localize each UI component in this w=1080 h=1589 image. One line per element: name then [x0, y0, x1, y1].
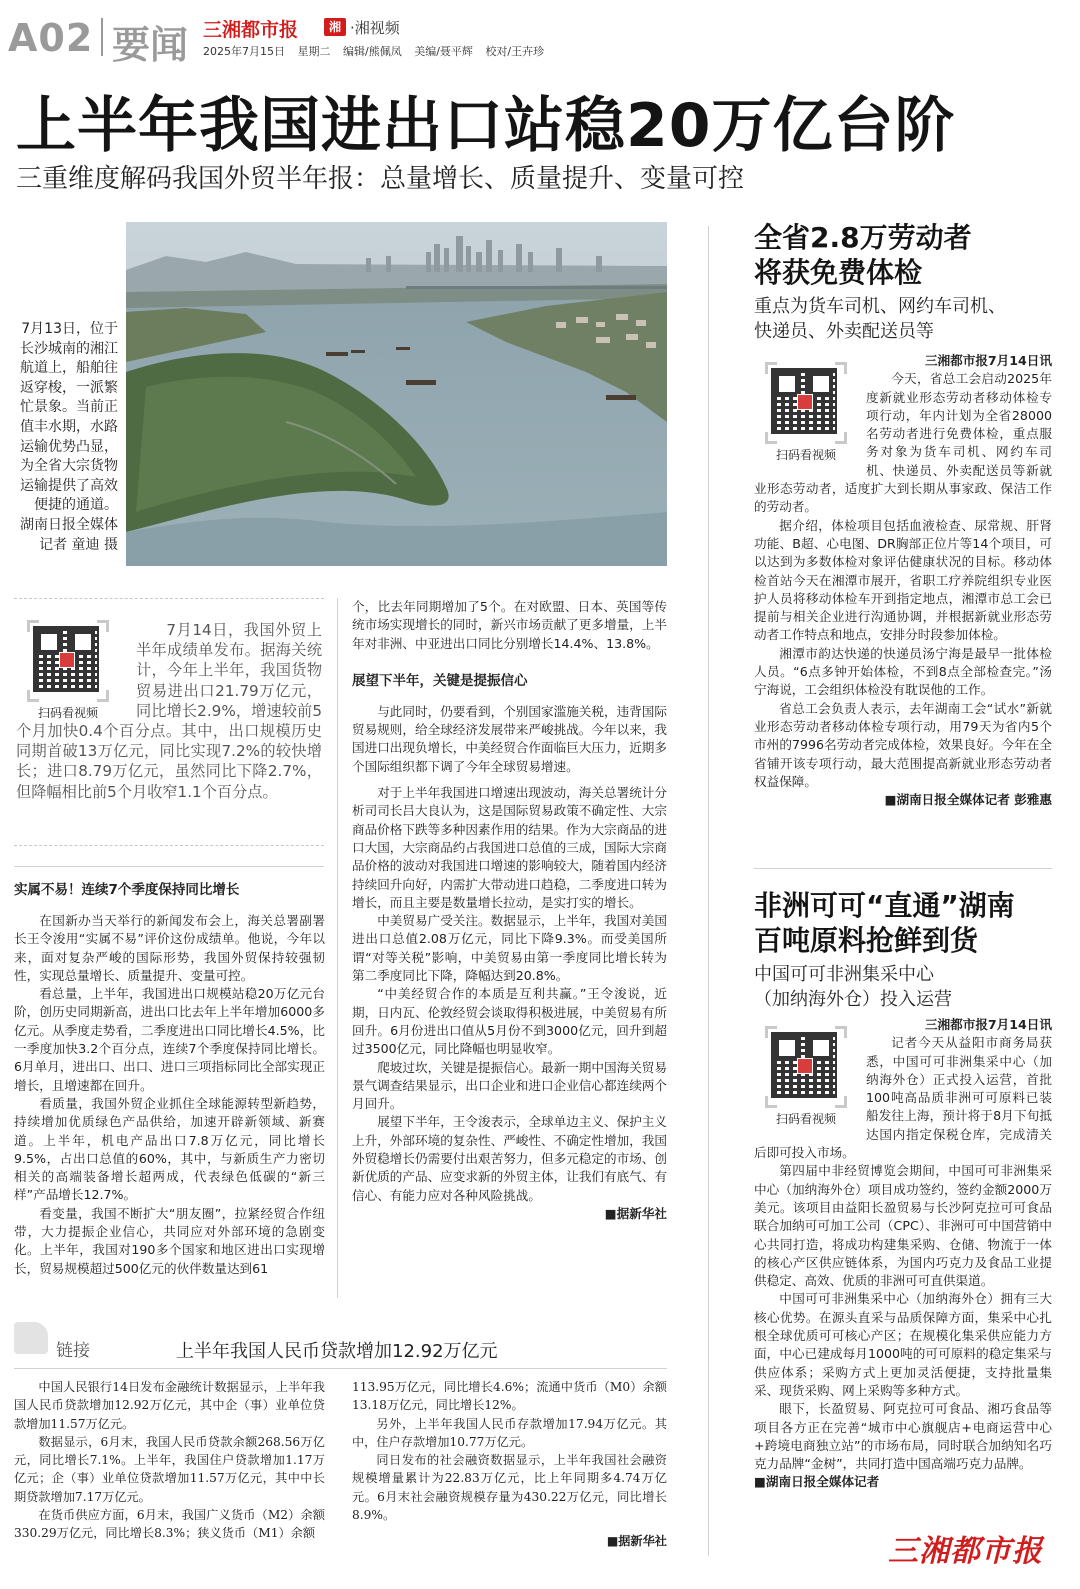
link-title: 上半年我国人民币贷款增加12.92万亿元 [176, 1341, 498, 1362]
page-number: A02 [8, 16, 94, 60]
story-health-paragraph: 今天，省总工会启动2025年度新就业形态劳动者移动体检专项行动，年内计划为全省28000名劳动者进行免费体检，重点服务对象为货车司机、网约车司机、快递员、外卖配送员等新就业形态劳动者，适度扩大到长期从事家政、保洁工作的劳动者。 [754, 371, 1052, 515]
story-health-body [754, 352, 1052, 809]
link-rule [14, 1368, 667, 1369]
story-cocoa-header [754, 888, 1054, 1012]
story-cocoa-subtitle-1: 中国可可非洲集采中心 [754, 964, 934, 985]
story-cocoa-paragraph: 眼下，长盈贸易、阿克拉可可食品、湘巧食品等项目各方正在完善“城市中心旗舰店+电商运营中心+跨境电商独立站”的市场布局，同时联合加纳知名巧克力品牌“金树”，共同打造中国高端巧克力品牌。 [754, 1401, 1052, 1472]
story-health-dateline: 三湘都市报7月14日讯 [924, 353, 1052, 368]
article-source: ■据新华社 [604, 1205, 667, 1221]
main-subheadline: 三重维度解码我国外贸半年报：总量增长、质量提升、变量可控 [16, 164, 745, 194]
link-column-1 [14, 1378, 325, 1543]
main-headline: 上半年我国进出口站稳20万亿台阶 [16, 91, 956, 161]
story-health-paragraph: 省总工会负责人表示，去年湖南工会“试水”新就业形态劳动者移动体检专项行动，用79天为省内5个市州的7996名劳动者完成体检，效果良好。今年在全省铺开该专项行动，最大范围提高新就业形态劳动者权益保障。 [754, 700, 1052, 789]
link-source: ■据新华社 [606, 1534, 667, 1549]
proofreader-credit: 校对/王卉珍 [485, 45, 545, 58]
video-brand: ·湘视频 [350, 19, 400, 37]
column-divider [337, 598, 338, 1298]
issue-info [203, 43, 553, 59]
article-middle-paragraph: 中美贸易广受关注。数据显示，上半年，我国对美国进出口总值2.08万亿元，同比下降9.3%。而受美国所谓“对等关税”影响，中美贸易由第一季度同比增长转为第二季度同比下降，降幅达到20.8%。 [352, 913, 667, 984]
story-health-title-1: 全省2.8万劳动者 [754, 221, 972, 254]
link-column-2 [352, 1378, 667, 1551]
article-middle-heading: 展望下半年，关键是提振信心 [352, 672, 528, 689]
story-health-subtitle-1: 重点为货车司机、网约车司机、 [754, 296, 1006, 317]
link-label: 链接 [56, 1341, 90, 1361]
story-cocoa-title-1: 非洲可可“直通”湖南 [754, 889, 1015, 922]
story-cocoa-paragraph: 第四届中非经贸博览会期间，中国可可非洲集采中心（加纳海外仓）项目成功签约，签约金额2000万美元。该项目由益阳长盈贸易与长沙阿克拉可可食品联合加纳可可加工公司（CPC）、非洲可可中国营销中心共同打造，将成功构建集采购、仓储、物流于一体的核心产区供应链体系，为国内巧克力及食品工业提供稳定、高效、优质的非洲可可直供渠道。 [754, 1163, 1052, 1289]
link-paragraph: 另外，上半年我国人民币存款增加17.94万亿元。其中，住户存款增加10.77万亿元。 [352, 1416, 667, 1449]
lead-text: 7月14日，我国外贸上半年成绩单发布。据海关统计，今年上半年，我国货物贸易进出口21.79万亿元，同比增长2.9%，增速较前5个月加快0.4个百分点。其中，出口规模历史同期首破13万亿元，同比实现7.2%的较快增长；进口8.79万亿元，虽然同比下降2.7%，但降幅相比前5个月收窄1.1个百分点。 [16, 621, 322, 801]
story-cocoa-title-2: 百吨原料抢鲜到货 [754, 924, 979, 957]
section-rule [754, 868, 1052, 869]
article-left [14, 880, 325, 1278]
article-continued: 个，比去年同期增加了5个。在对欧盟、日本、英国等传统市场实现增长的同时，新兴市场贡献了更多增量，上半年对非洲、中亚进出口同比分别增长14.4%、13.8%。 [352, 599, 667, 651]
article-left-paragraph: 看总量，上半年，我国进出口规模站稳20万亿元台阶，创历史同期新高，进出口比去年上半年增加6000多亿元。从季度走势看，二季度进出口同比增长4.5%，比一季度加快3.2个百分点，连续7个季度保持同比增长。6月单月，进出口、出口、进口三项指标同比全部实现正增长，且增速都在回升。 [14, 986, 325, 1093]
article-left-paragraph: 看变量，我国不断扩大“朋友圈”，拉紧经贸合作纽带，大力提振企业信心，共同应对外部环境的急剧变化。上半年，我国对190多个国家和地区进出口实现增长，贸易规模超过500亿元的伙伴数量达到61 [14, 1205, 325, 1276]
story-cocoa-paragraph: 中国可可非洲集采中心（加纳海外仓）拥有三大核心优势。在源头直采与品质保障方面，集采中心扎根全球优质可可核心产区；在规模化集采供应能力方面，中心已建成每月1000吨的可可原料的稳定集采与供应体系；采购方式上更加灵活便捷，支持批量集采、现货采购、网上采购等多种方式。 [754, 1291, 1052, 1398]
qr-label: 扫码看视频 [775, 448, 836, 462]
link-paragraph: 数据显示，6月末，我国人民币贷款余额268.56万亿元，同比增长7.1%。上半年，我国住户贷款增加1.17万亿元；企（事）业单位贷款增加11.57万亿元，其中中长期贷款增加7.17万亿元。 [14, 1434, 325, 1504]
section-name: 要闻 [112, 23, 189, 67]
link-paragraph: 中国人民银行14日发布金融统计数据显示，上半年我国人民币贷款增加12.92万亿元，其中企（事）业单位贷款增加11.57万亿元。 [14, 1380, 325, 1431]
photo-credit: 湖南日报全媒体记者 童迪 摄 [20, 516, 118, 553]
link-paragraph: 在货币供应方面，6月末，我国广义货币（M2）余额330.29万亿元，同比增长8.3%；狭义货币（M1）余额 [14, 1508, 325, 1541]
river-photo [126, 222, 667, 566]
story-cocoa-dateline: 三湘都市报7月14日讯 [924, 1017, 1052, 1032]
link-paragraph: 同日发布的社会融资数据显示，上半年我国社会融资规模增量累计为22.83万亿元，比上年同期多4.74万亿元。6月末社会融资规模存量为430.22万亿元，同比增长8.9%。 [352, 1453, 667, 1523]
story-cocoa-subtitle-2: （加纳海外仓）投入运营 [754, 989, 952, 1010]
article-middle-paragraph: 展望下半年，王令浚表示，全球单边主义、保护主义上升，外部环境的复杂性、严峻性、不确定性增加，我国外贸稳增长仍需要付出艰苦努力，但多元稳定的市场、创新优质的产品、应变求新的外贸主体，让我们有底气、有信心、有能力应对各种风险挑战。 [352, 1114, 667, 1203]
story-health-title-2: 将获免费体检 [754, 256, 923, 289]
photo-caption [20, 320, 118, 555]
qr-label: 扫码看视频 [37, 706, 98, 720]
article-left-paragraph: 看质量，我国外贸企业抓住全球能源转型新趋势，持续增加优质绿色产品供给，加速开辟新领域、新赛道。上半年，机电产品出口7.8万亿元，同比增长9.5%，占出口总值的60%，其中，与新质生产力密切相关的高端装备增长超两成，代表绿色低碳的“新三样”产品增长12.7%。 [14, 1095, 325, 1203]
video-logo-icon: 湘 [324, 18, 346, 36]
story-cocoa-source: ■湖南日报全媒体记者 [754, 1474, 880, 1490]
masthead-divider [101, 18, 103, 56]
article-left-paragraph: 在国新办当天举行的新闻发布会上，海关总署副署长王令浚用“实属不易”评价这份成绩单。他说，今年以来，面对复杂严峻的国际形势，我国外贸保持较强韧性，实现总量增长、质量提升、变量可控。 [14, 913, 325, 983]
footer-brand-logo: 三湘都市报 [888, 1534, 1043, 1569]
story-cocoa-paragraph: 记者今天从益阳市商务局获悉，中国可可非洲集采中心（加纳海外仓）正式投入运营，首批100吨高品质非洲可可原料已装船发往上海，预计将于8月下旬抵达国内指定保税仓库，完成清关后即可投入市场。 [754, 1035, 1052, 1161]
article-middle [352, 598, 667, 1223]
story-cocoa-body [754, 1016, 1052, 1492]
article-middle-paragraph: “中美经贸合作的本质是互利共赢。”王令浚说，近期，日内瓦、伦敦经贸会谈取得积极进展，中美贸易有所回升。6月份进出口值从5月份不到3000亿元，回升到超过3500亿元，同比降幅也明显收窄。 [352, 986, 667, 1057]
art-editor-credit: 美编/聂平辉 [414, 45, 473, 58]
photo-caption-text: 7月13日，位于长沙城南的湘江航道上，船舶往返穿梭，一派繁忙景象。当前正值丰水期，水路运输优势凸显，为全省大宗货物运输提供了高效便捷的通道。 [20, 321, 118, 514]
editor-credit: 编辑/熊佩凤 [343, 45, 402, 58]
section-rule [14, 866, 324, 867]
article-middle-paragraph: 对于上半年我国进口增速出现波动，海关总署统计分析司司长吕大良认为，这是国际贸易政策不确定性、大宗商品价格下跌等多种因素作用的结果。作为大宗商品的进口大国，大宗商品约占我国进口总值的三成，国际大宗商品价格的波动对我国进口增速的影响较大，随着国内经济持续回升向好，内需扩大带动进口趋稳，二季度进口转为增长，而且主要是数量增长拉动，是实打实的增长。 [352, 785, 667, 910]
story-health-subtitle-2: 快递员、外卖配送员等 [754, 321, 934, 342]
link-paragraph: 113.95万亿元，同比增长4.6%；流通中货币（M0）余额13.18万亿元，同比增长12%。 [352, 1380, 667, 1413]
story-health-header [754, 220, 1054, 344]
article-middle-paragraph: 爬坡过坎，关键是提振信心。最新一期中国海关贸易景气调查结果显示，出口企业和进口企业信心都连续两个月回升。 [352, 1059, 667, 1112]
article-middle-paragraph: 与此同时，仍要看到，个别国家滥施关税，违背国际贸易规则，给全球经济发展带来严峻挑战。今年以来，我国进口出现负增长，中美经贸合作面临巨大压力，近期多个国际组织都下调了今年全球贸易增速。 [352, 703, 667, 774]
article-left-heading: 实属不易！连续7个季度保持同比增长 [14, 882, 240, 898]
column-divider [708, 226, 709, 1556]
issue-date: 2025年7月15日 [203, 45, 285, 58]
story-health-paragraph: 据介绍，体检项目包括血液检查、尿常规、肝肾功能、B超、心电图、DR胸部正位片等14个项目，可以达到为多数体检对象评估健康状况的目标。移动体检首站今天在湘潭市展开，省职工疗养院组织专业医护人员将移动体检车开到指定地点，湘潭市总工会已提前与相关企业进行沟通协调，并根据新就业形态劳动者工作特点和地点，安排分时段参加体检。 [754, 517, 1052, 643]
qr-label: 扫码看视频 [775, 1112, 836, 1126]
newspaper-brand: 三湘都市报 [203, 19, 299, 41]
story-health-paragraph: 湘潭市韵达快递的快递员汤宁海是最早一批体检人员。“6点多钟开始体检，不到8点全部检查完。”汤宁海说，工会组织体检没有耽误他的工作。 [754, 645, 1052, 698]
issue-weekday: 星期二 [297, 45, 331, 58]
lead-paragraph [16, 620, 322, 802]
link-tag-icon [14, 1322, 48, 1354]
story-health-source: ■湖南日报全媒体记者 彭雅惠 [884, 792, 1052, 808]
